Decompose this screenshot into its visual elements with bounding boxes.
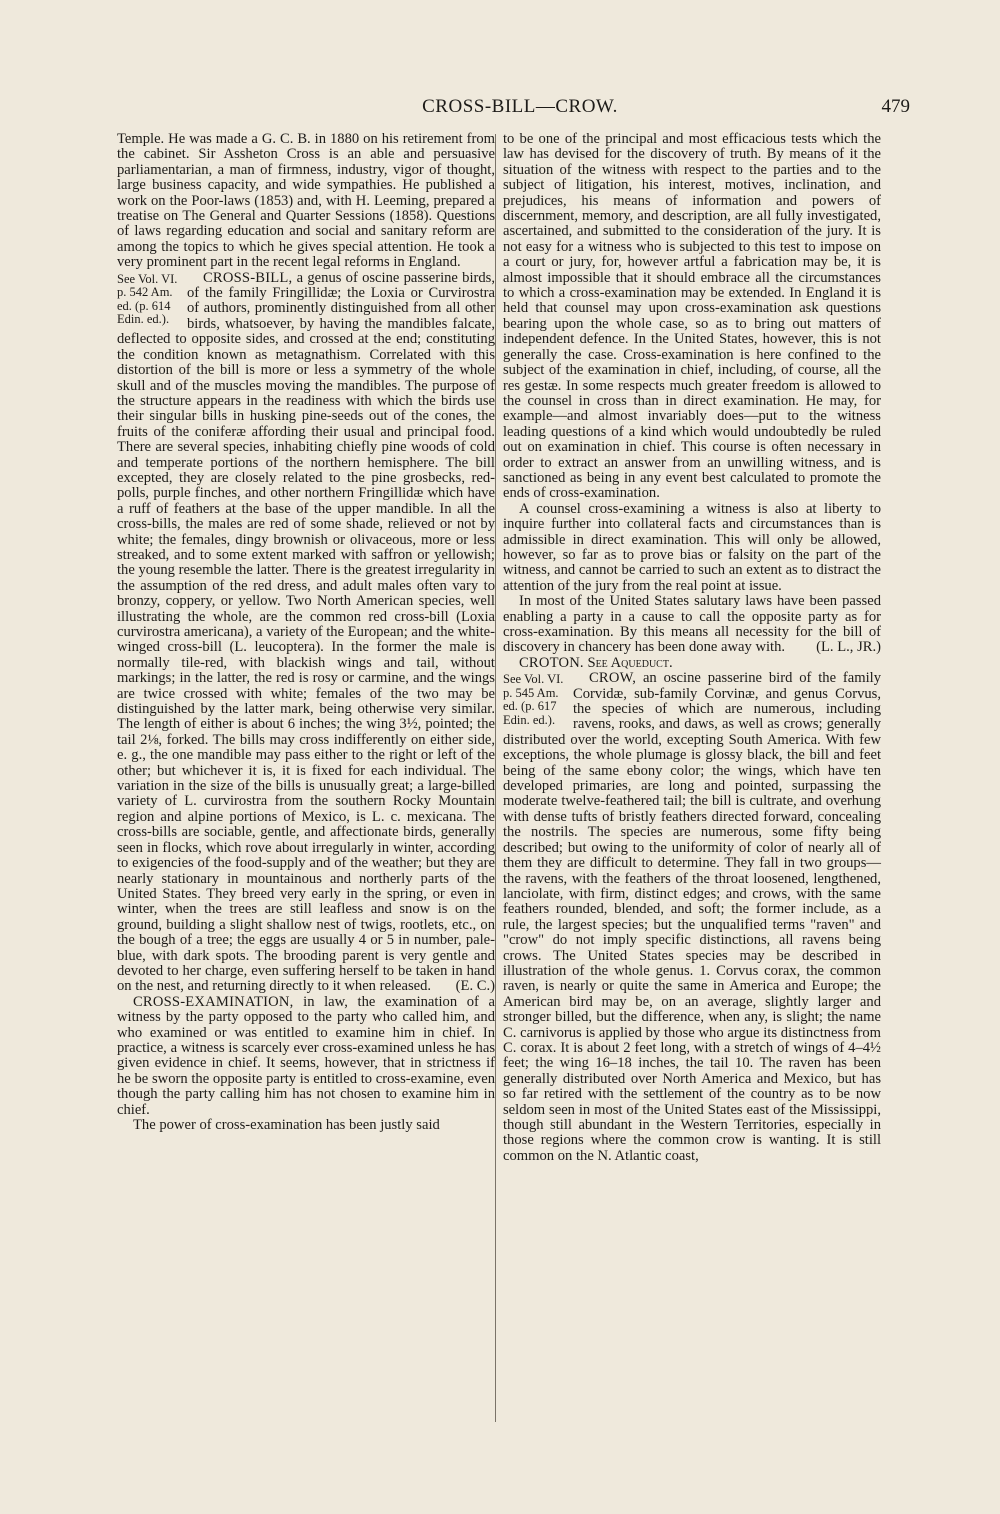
entry-cross-examination-body: in law, the examination of a witness by the party opposed to the party who called him, and who examined or was entitled to examine him in chief. In practice, a witness is scarcely ever cross-examined unless he has given evidence in chief. It seems, however, that in strictness if he be sworn the opposite party is entitled to cross-examine, even though the party calling him has not chosen to examine him in chief. [117,993,495,1118]
headword-croton: CROTON. [519,654,584,671]
entry-cross-examination [117,995,495,1118]
paragraph-collateral-facts: A counsel cross-examining a witness is also at liberty to inquire further into collateral facts and circumstances than is admissible in direct examination. This will only be allowed, however, so far as to prove bias or falsity on the part of the witness, and cannot be carried to such an extent as to distract the attention of the jury from the real point at issue. [503,500,881,594]
signature-cross-bill: (E. C.) [455,978,495,995]
signature-cross-examination: (L. L., JR.) [816,639,881,656]
right-column [503,132,881,1164]
entry-crow-body: an oscine passerine bird of the family Corvidæ, sub-family Corvinæ, and genus Corvus, the species of which are numerous, including ravens, rooks, and daws, as well as crows; generally distributed over the world, excepting South America. With few exceptions, the whole plumage is glossy black, the bill and feet being of the same ebony color; the wings, which have ten developed primaries, are long and pointed, surpassing the moderate twelve-feathered tail; the bill is cultrate, and overhung with dense tufts of bristly feathers directed forward, concealing the nostrils. The species are numerous, some fifty being described; but owing to the uniformity of color of nearly all of them they are difficult to determine. They fall in two groups—the ravens, with the feathers of the throat loosened, lengthened, lanciolate, with firm, distinct edges; and crows, with the same feathers rounded, blended, and soft; the former include, as a rule, the largest species; but the unqualified terms "raven" and "crow" do not imply specific distinctions, all ravens being crows. The United States species may be described in illustration of the whole genus. 1. Corvus corax, the common raven, is nearly or quite the same in America and Europe; the American bird may be, on an average, slightly larger and stronger billed, but the difference, when any, is slight; the name C. carnivorus is applied by those who argue its distinctness from C. corax. It is about 2 feet long, with a stretch of wings of 4–4½ feet; the wing 16–18 inches, the tail 10. The raven has been generally distributed over North America and Mexico, but has so far retired with the settlement of the country as to be now seldom seen in most of the United States east of the Mississippi, though still abundant in the Western Territories, especially in those regions where the common crow is wanting. It is still common on the N. Atlantic coast, [503,670,881,1164]
paragraph-cross-examination-power: The power of cross-examination has been justly said [133,1117,440,1133]
left-column [117,132,495,1133]
paragraph-cross-biography: Temple. He was made a G. C. B. in 1880 on his retirement from the cabinet. Sir Assheton Cross is an able and persuasive parliamentarian, a man of firmness, industry, vigor of thought, large business capacity, and wide sympathies. He published a work on the Poor-laws (1853) and, with H. Leeming, prepared a treatise on The General and Quarter Sessions (1858). Questions of laws regarding education and social and sanitary reform are among the topics to which he gives special attention. He took a very prominent part in the recent legal reforms in England. [117,131,495,271]
entry-cross-bill-body: a genus of oscine passerine birds, of the family Fringillidæ; the Loxia or Curvirostra of authors, prominently distinguished from all other birds, whatsoever, by having the mandibles falcate, deflected to opposite sides, and crossed at the end; constituting the condition known as metagnathism. Correlated with this distortion of the bill is more or less a symmetry of the whole skull and of the muscles moving the mandibles. The purpose of the structure appears in the readiness with which the birds use their singular bills in husking pine-seeds out of the cones, the fruits of the coniferæ affording their usual and principal food. There are several species, inhabiting chiefly pine woods of cold and temperate portions of the northern hemisphere. The bill excepted, they are closely related to the pine grosbecks, red-polls, purple finches, and other northern Fringillidæ which have a ruff of feathers at the base of the upper mandible. In all the cross-bills, the males are red of some shade, relieved or not by white; the females, dingy brownish or olivaceous, more or less streaked, and to some extent marked with saffron or yellowish; the young resemble the latter. There is the greatest irregularity in the assumption of the red dress, and adult males often vary to bronzy, coppery, or yellow. Two North American species, well illustrating the whole, are the common red cross-bill (Loxia curvirostra americana), a variety of the European; and the white-winged cross-bill (L. leucoptera). In the former the male is normally tile-red, with blackish wings and tail, without markings; in the latter, the red is rosy or carmine, and the wings are twice crossed with white; females of the two may be distinguished by the latter mark, being otherwise very similar. The length of either is about 6 inches; the wing 3½, pointed; the tail 2⅛, forked. The bills may cross indifferently on either side, e. g., the one mandible may pass either to the right or left of the other; but whichever it is, it is fixed for each individual. The variation in the size of the bills is unusually great; a large-billed variety of L. curvirostra from the southern Rocky Mountain region and alpine portions of Mexico, is L. c. mexicana. The cross-bills are sociable, gentle, and affectionate birds, generally seen in flocks, which rove about irregularly in winter, according to exigencies of the food-supply and of the weather; but they are nearly stationary in mountainous and northerly parts of the United States. They breed very early in the spring, or even in winter, when the trees are still leafless and snow is on the ground, building a slight shallow nest of twigs, rootlets, etc., on the bough of a tree; the eggs are usually 4 or 5 in number, pale-blue, with dark spots. The brooding parent is very gentle and devoted to her charge, even suffering herself to be taken in hand on the nest, and returning directly to it when released. [117,269,496,995]
paragraph-cross-examination-tests: to be one of the principal and most efficacious tests which the law has devised for the discovery of truth. By means of it the situation of the witness with respect to the parties and to the subject of litigation, his interest, motives, inclination, and prejudices, his means of information and powers of discernment, memory, and description, are all fully investigated, ascertained, and submitted to the consideration of the jury. It is not easy for a witness who is subjected to this test to impose on a court or jury, for, however artful a fabrication may be, it is almost impossible that it should embrace all the circumstances to which a cross-examination may be extended. In England it is held that counsel may upon cross-examination ask questions bearing upon the whole case, so as to bring out matters of independent defence. In the United States, however, this is not generally the case. Cross-examination is here confined to the subject of the examination in chief, including, of course, all the res gestæ. In some respects much greater freedom is allowed to the counsel in cross than in direct examination. He may, for example—and almost invariably does—put to the witness leading questions of a kind which would undoubtedly be ruled out on examination in chief. This course is often necessary in order to extract an answer from an unwilling witness, and is sanctioned as being in any event best calculated to promote the ends of cross-examination. [503,131,881,502]
running-head [130,96,910,130]
margin-note-crow: See Vol. VI. p. 545 Am. ed. (p. 617 Edin. ed.). [503,672,564,727]
page-title: CROSS-BILL—CROW. [422,96,618,117]
headword-crow: CROW, [589,670,637,687]
column-divider [495,134,496,1422]
paragraph-salutary-laws-text: In most of the United States salutary laws have been passed enabling a party in a cause to call the opposite party as for cross-examination. By this means all necessity for the bill of discovery in chancery has been done away with. [503,593,881,656]
entry-crow [503,671,881,1164]
headword-cross-examination: CROSS-EXAMINATION, [133,993,294,1010]
croton-cross-reference: See Aqueduct. [587,654,673,671]
margin-note-cross-bill: See Vol. VI. p. 542 Am. ed. (p. 614 Edin. ed.). [117,271,178,327]
entry-cross-bill [117,271,495,995]
entry-croton [503,656,881,671]
paragraph-salutary-laws [503,594,881,656]
headword-cross-bill: CROSS-BILL, [203,269,293,286]
page-number: 479 [881,96,910,117]
